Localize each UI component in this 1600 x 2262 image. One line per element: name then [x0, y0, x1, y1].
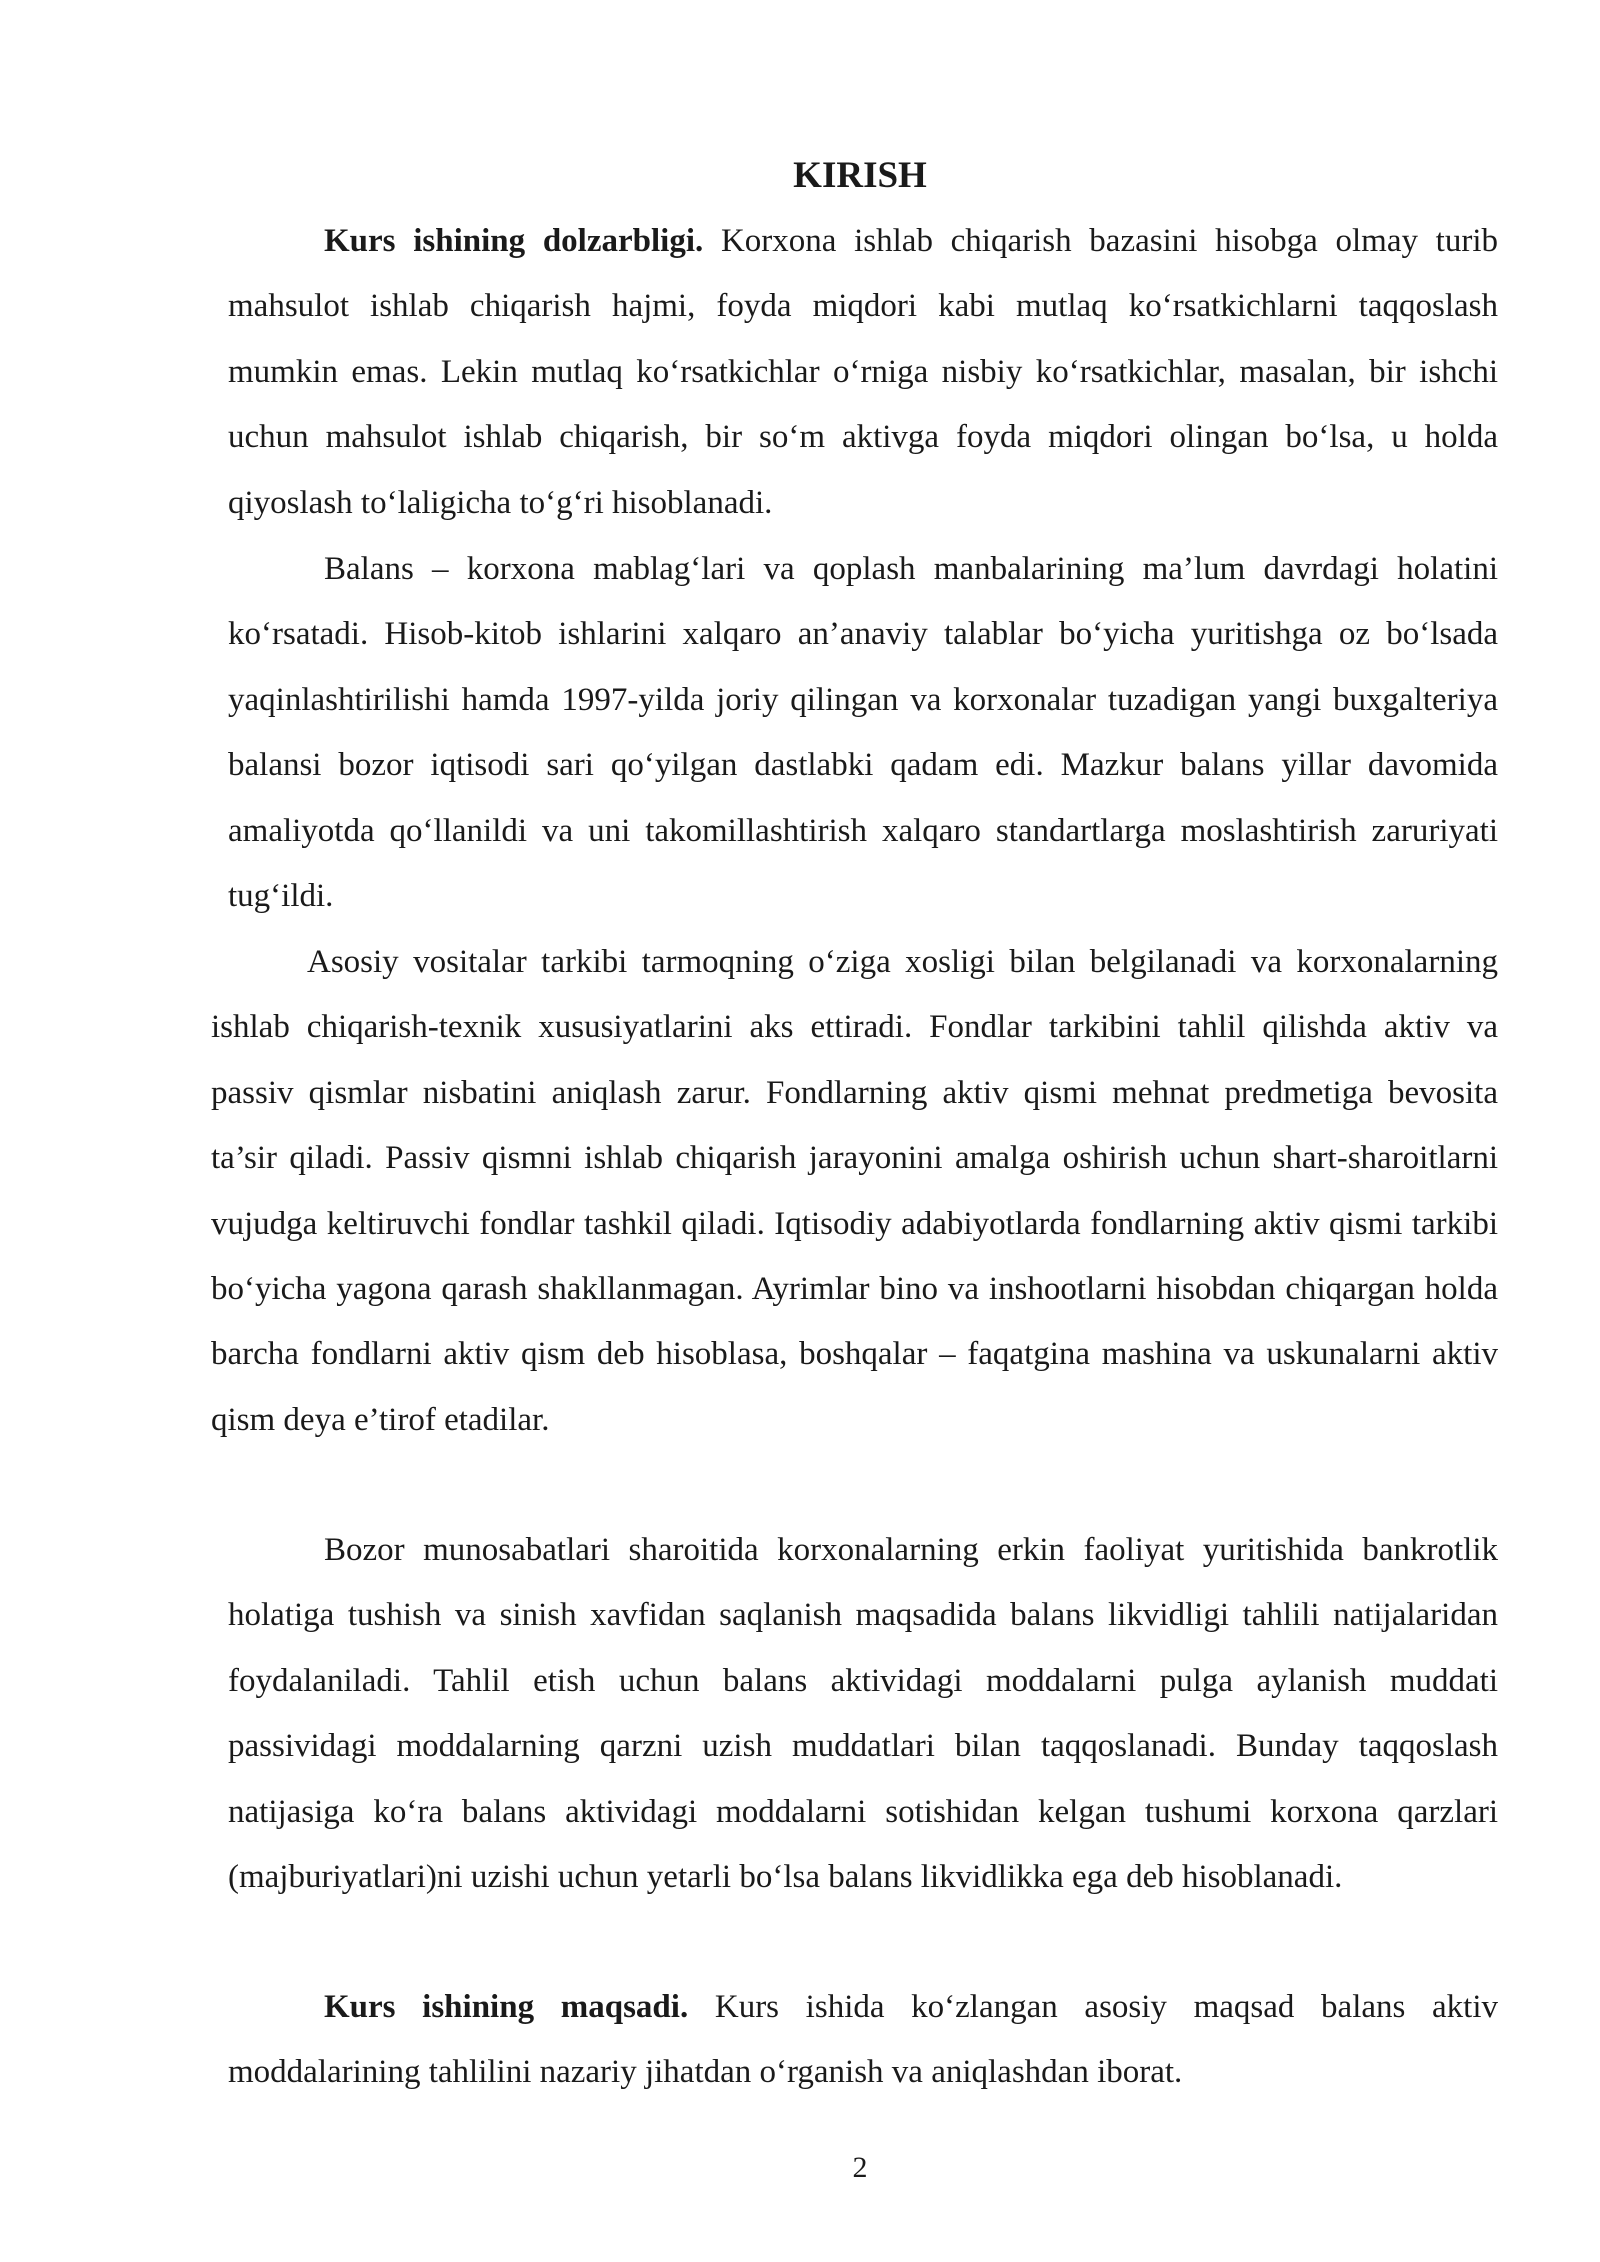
- paragraph-text-balance: Balans – korxona mablagʻlari va qoplash manbalarining ma’lum davrdagi holatini koʻrsatadi. Hisob-kitob ishlarini xalqaro an’anaviy talablar boʻyicha yuritishga oz boʻlsada yaqinlashtirilishi hamda 1997-yilda joriy qilingan va korxonalar tuzadigan yangi buxgalteriya balansi bozor iqtisodi sari qoʻyilgan dastlabki qadam edi. Mazkur balans yillar davomida amaliyotda qoʻllanildi va uni takomillashtirish xalqaro standartlarga moslashtirish zaruriyati tugʻildi.: [228, 551, 1498, 915]
- paragraph-lead-relevance: Kurs ishining dolzarbligi.: [324, 223, 704, 259]
- paragraph-balance: [228, 537, 1498, 929]
- section-title: KIRISH: [793, 155, 927, 196]
- paragraph-text-goal: Kurs ishida koʻzlangan asosiy maqsad balans aktiv moddalarining tahlilini nazariy jihatdan oʻrganish va aniqlashdan iborat.: [228, 1989, 1499, 2091]
- paragraph-text-fixed-assets: Asosiy vositalar tarkibi tarmoqning oʻziga xosligi bilan belgilanadi va korxonalarning ishlab chiqarish-texnik xususiyatlarini aks ettiradi. Fondlar tarkibini tahlil qilishda aktiv va passiv qismlar nisbatini aniqlash zarur. Fondlarning aktiv qismi mehnat predmetiga bevosita ta’sir qiladi. Passiv qismni ishlab chiqarish jarayonini amalga oshirish uchun shart-sharoitlarni vujudga keltiruvchi fondlar tashkil qiladi. Iqtisodiy adabiyotlarda fondlarning aktiv qismi tarkibi boʻyicha yagona qarash shakllanmagan. Ayrimlar bino va inshootlarni hisobdan chiqargan holda barcha fondlarni aktiv qism deb hisoblasa, boshqalar – faqatgina mashina va uskunalarni aktiv qism deya e’tirof etadilar.: [211, 944, 1498, 1438]
- paragraph-text-liquidity: Bozor munosabatlari sharoitida korxonalarning erkin faoliyat yuritishida bankrotlik holatiga tushish va sinish xavfidan saqlanish maqsadida balans likvidligi tahlili natijalaridan foydalaniladi. Tahlil etish uchun balans aktividagi moddalarni pulga aylanish muddati passividagi moddalarning qarzni uzish muddatlari bilan taqqoslanadi. Bunday taqqoslash natijasiga koʻra balans aktividagi moddalarni sotishidan kelgan tushumi korxona qarzlari (majburiyatlari)ni uzishi uchun yetarli boʻlsa balans likvidlikka ega deb hisoblanadi.: [228, 1532, 1498, 1896]
- paragraph-goal: [228, 1975, 1498, 2106]
- paragraph-fixed-assets: [211, 930, 1498, 1453]
- page-number: 2: [852, 2151, 868, 2184]
- paragraph-text-relevance: Korxona ishlab chiqarish bazasini hisobga olmay turib mahsulot ishlab chiqarish hajmi, foyda miqdori kabi mutlaq koʻrsatkichlarni taqqoslash mumkin emas. Lekin mutlaq koʻrsatkichlar oʻrniga nisbiy koʻrsatkichlar, masalan, bir ishchi uchun mahsulot ishlab chiqarish, bir soʻm aktivga foyda miqdori olingan boʻlsa, u holda qiyoslash toʻlaligicha toʻgʻri hisoblanadi.: [228, 223, 1498, 521]
- paragraph-relevance: [228, 209, 1498, 536]
- paragraph-liquidity: [228, 1518, 1498, 1910]
- paragraph-lead-goal: Kurs ishining maqsadi.: [324, 1989, 689, 2025]
